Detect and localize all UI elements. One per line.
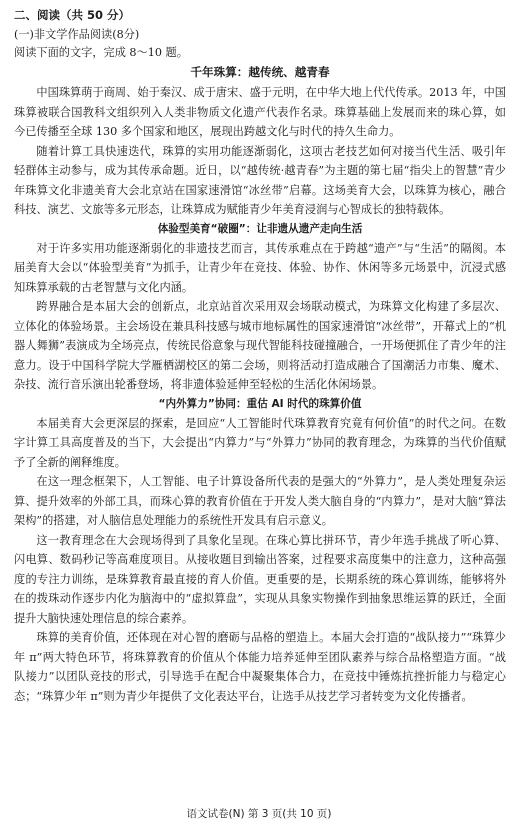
subsection-heading: (一)非文学作品阅读(8分) <box>14 27 140 41</box>
instruction-text: 阅读下面的文字，完成 8～10 题。 <box>14 46 188 59</box>
paragraph-2: 随着计算工具快速迭代，珠算的实用功能逐渐弱化，这项古老技艺如何对接当代生活、吸引年轻群体主动参与，成为其传承命题。近日，以“越传统·越青春”为主题的第七届“指尖上的智慧”青少年珠算文化非遗美育大会北京站在国家速滑馆“冰丝带”启幕。这场美育大会，以珠算为核心，融合科技、演艺、文旅等多元形态，让珠算成为赋能青少年美育浸润与心智成长的独特载体。 <box>14 144 506 216</box>
paragraph-6: 在这一理念框架下，人工智能、电子计算设备所代表的是强大的“外算力”，是人类处理复杂运算、提升效率的外部工具，而珠心算的教育价值在于开发人类大脑自身的“内算力”，是对大脑“算法架构”的搭建，对人脑信息处理能力的系统性开发具有启示意义。 <box>14 475 506 527</box>
paragraph-1: 中国珠算萌于商周、始于秦汉、成于唐宋、盛于元明，在中华大地上代代传承。2013 年，中国珠算被联合国教科文组织列入人类非物质文化遗产代表作名录。珠算基础上发展而来的珠心算，如今已传播至全球 130 多个国家和地区，展现出跨越文化与时代的持久生命力。 <box>14 86 506 138</box>
paragraph-4: 跨界融合是本届大会的创新点，北京站首次采用双会场联动模式，为珠算文化构建了多层次、立体化的体验场景。主会场设在兼具科技感与城市地标属性的国家速滑馆“冰丝带”，开幕式上的“机器人舞狮”表演成为全场亮点，传统民俗意象与现代智能科技碰撞融合，一开场便抓住了青少年的注意力。设于中国科学院大学雁栖湖校区的第二会场，则将活动打造成融合了国潮活力市集、魔术、杂技、流行音乐演出轮番登场，将非遗体验延伸至轻松的生活化休闲场景。 <box>14 300 506 391</box>
page-footer: 语文试卷(N) 第 3 页(共 10 页) <box>186 807 332 820</box>
paragraph-5: 本届美育大会更深层的探索，是回应“人工智能时代珠算教育究竟有何价值”的时代之问。在数字计算工具高度普及的当下，大会提出“内算力”与“外算力”协同的教育理念，为珠算的当代价值赋予了全新的阐释维度。 <box>14 416 506 469</box>
article-title: 千年珠算：越传统、越青春 <box>190 65 330 79</box>
section-heading-computing-power: “内外算力”协同：重估 AI 时代的珠算价值 <box>158 397 362 410</box>
paragraph-8: 珠算的美育价值，还体现在对心智的磨砺与品格的塑造上。本届大会打造的“战队接力”“珠算少年 π”两大特色环节，将珠算教育的价值从个体能力培养延伸至团队素养与综合品格塑造方面。“战队接力”以团队竞技的形式，引导选手在配合中凝聚集体合力，在竞技中锤炼抗挫折能力与稳定心态；“珠算少年 π”则为青少年提供了文化表达平台，让选手从技艺学习者转变为文化传播者。 <box>14 631 506 703</box>
section-heading-experience: 体验型美育“破圈”：让非遗从遗产走向生活 <box>157 222 363 235</box>
section-heading: 二、阅读（共 50 分） <box>14 8 131 22</box>
paragraph-3: 对于许多实用功能逐渐弱化的非遗技艺而言，其传承难点在于跨越“遗产”与“生活”的隔阂。本届美育大会以“体验型美育”为抓手，让青少年在竞技、体验、协作、休闲等多元场景中，沉浸式感知珠算承载的古老智慧与文化内涵。 <box>14 241 506 294</box>
paragraph-7: 这一教育理念在大会现场得到了具象化呈现。在珠心算比拼环节，青少年选手挑战了听心算、闪电算、数码秒记等高难度项目。从接收题目到输出答案，过程要求高度集中的注意力，这种高强度的专注力训练，是珠算教育最直接的育人价值。更重要的是，长期系统的珠心算训练，能够将外在的拨珠动作逐步内化为脑海中的“虚拟算盘”，实现从具象实物操作到抽象思维运算的跃迁，全面提升大脑快速处理信息的综合素养。 <box>14 533 506 625</box>
